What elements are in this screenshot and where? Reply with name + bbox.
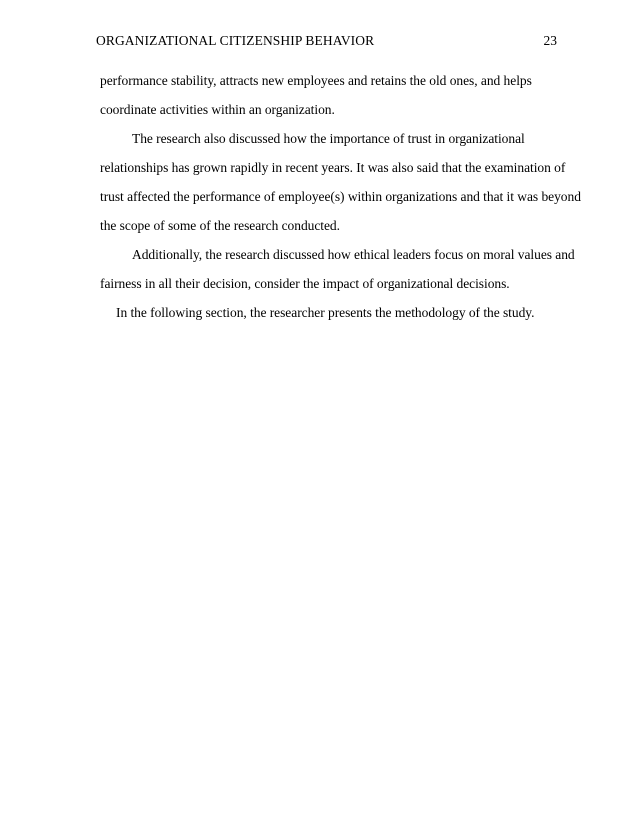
body-line-9: In the following section, the researcher presents the methodology of the study. (116, 305, 535, 320)
running-head: ORGANIZATIONAL CITIZENSHIP BEHAVIOR (96, 33, 375, 48)
body-line-7: Additionally, the research discussed how ethical leaders focus on moral values and (132, 247, 575, 262)
page-number: 23 (543, 33, 557, 48)
body-line-6: the scope of some of the research conducted. (100, 218, 340, 233)
body-line-5: trust affected the performance of employee(s) within organizations and that it was beyond (100, 189, 581, 204)
body-line-8: fairness in all their decision, consider the impact of organizational decisions. (100, 276, 510, 291)
body-line-3: The research also discussed how the importance of trust in organizational (132, 131, 525, 146)
body-line-1: performance stability, attracts new employees and retains the old ones, and helps (100, 73, 532, 88)
body-line-2: coordinate activities within an organization. (100, 102, 335, 117)
body-line-4: relationships has grown rapidly in recent years. It was also said that the examination of (100, 160, 566, 175)
